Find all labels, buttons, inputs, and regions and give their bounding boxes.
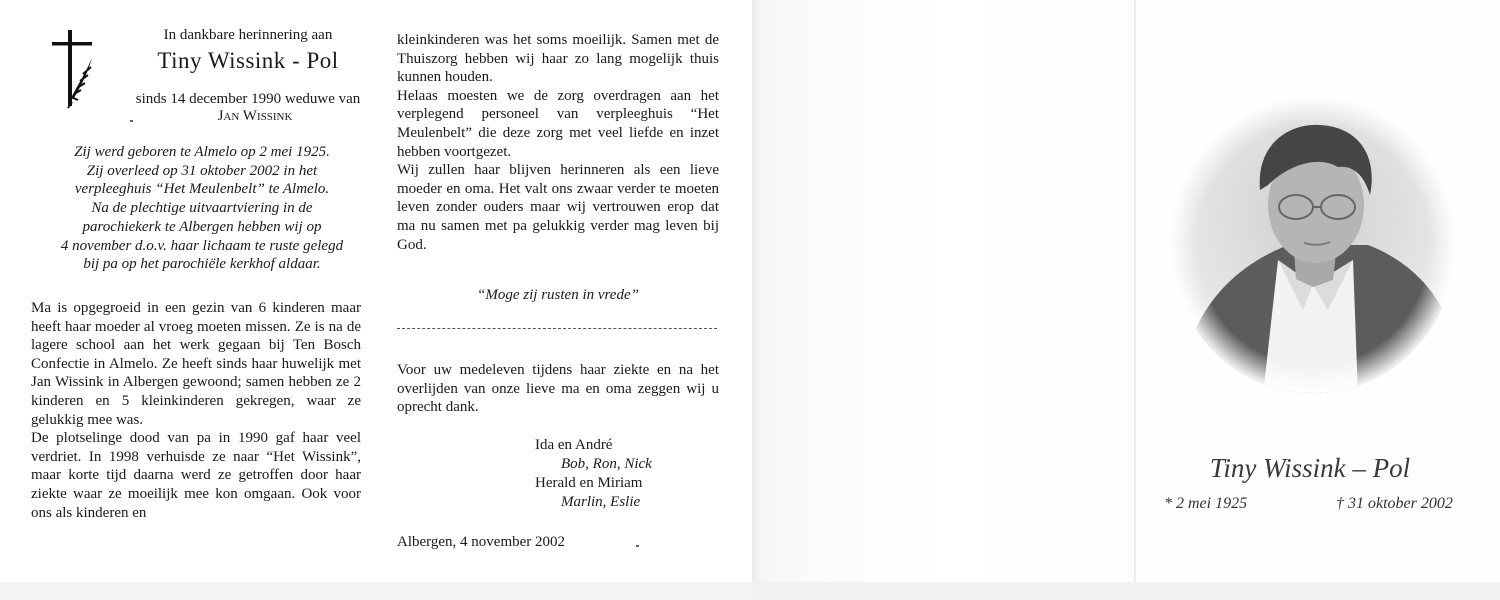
birth-date: * 2 mei 1925 xyxy=(1164,495,1248,512)
intro-line: In dankbare herinnering aan xyxy=(163,27,333,43)
deceased-name-heading: Tiny Wissink - Pol xyxy=(157,48,339,73)
place-and-date: Albergen, 4 november 2002 xyxy=(397,534,566,550)
biography-italic-block xyxy=(32,143,372,274)
cross-with-palm-icon xyxy=(50,28,100,110)
signer-line: Herald en Miriam xyxy=(535,475,643,491)
death-date: † 31 oktober 2002 xyxy=(1336,495,1453,512)
print-speck xyxy=(636,545,639,547)
rest-in-peace-quote: “Moge zij rusten in vrede” xyxy=(477,287,639,303)
italic-line: parochiekerk te Albergen hebben wij op xyxy=(82,218,322,235)
paragraph: Wij zullen haar blijven herinneren als een lieve moeder en oma. Het valt ons zwaar verder te moeten leven zonder ouders maar wij vertrouwen erop dat ma nu samen met pa gelukkig verder mag leven bij God. xyxy=(397,162,719,253)
print-speck xyxy=(130,120,133,122)
text-column-2 xyxy=(397,31,719,254)
signer-line: Ida en André xyxy=(535,437,613,453)
italic-line: 4 november d.o.v. haar lichaam te ruste gelegd xyxy=(60,237,344,254)
italic-line: Zij werd geboren te Almelo op 2 mei 1925. xyxy=(74,144,330,160)
scan-bottom-edge xyxy=(752,582,1500,600)
widow-since-line: sinds 14 december 1990 weduwe van xyxy=(135,91,361,107)
italic-line: verpleeghuis “Het Meulenbelt” te Almelo. xyxy=(74,181,330,198)
family-signatures xyxy=(535,436,652,512)
italic-line: bij pa op het parochiële kerkhof aldaar. xyxy=(83,256,321,273)
paragraph: Voor uw medeleven tijdens haar ziekte en na het overlijden van onze lieve ma en oma zeggen wij u oprecht dank. xyxy=(397,362,719,416)
dashed-divider xyxy=(397,328,717,329)
italic-line: Zij overleed op 31 oktober 2002 in het xyxy=(86,162,318,179)
paragraph: De plotselinge dood van pa in 1990 gaf haar veel verdriet. In 1998 verhuisde ze naar “Het Wissink”, maar korte tijd daarna werd ze getroffen door haar ziekte waar ze moeilijk mee kon omgaan. Ook voor ons als kinderen en xyxy=(31,430,361,521)
paragraph: Helaas moesten we de zorg overdragen aan het verplegend personeel van verpleeghuis “Het Meulenbelt” die deze zorg met veel liefde en inzet hebben voortgezet. xyxy=(397,87,719,160)
text-column-1 xyxy=(31,299,361,522)
signer-line: Bob, Ron, Nick xyxy=(561,456,652,472)
italic-line: Na de plechtige uitvaartviering in de xyxy=(91,200,313,217)
husband-name: Jan Wissink xyxy=(217,108,293,124)
front-deceased-name: Tiny Wissink – Pol xyxy=(1209,453,1411,483)
signer-line: Marlin, Eslie xyxy=(561,494,641,510)
portrait-photo xyxy=(1168,95,1458,395)
thanks-paragraph xyxy=(397,361,719,417)
paragraph: kleinkinderen was het soms moeilijk. Samen met de Thuiszorg hebben wij haar zo lang mogelijk thuis kunnen houden. xyxy=(397,32,719,86)
paragraph: Ma is opgegroeid in een gezin van 6 kinderen maar heeft haar moeder al vroeg moeten missen. Ze is na de lagere school aan het werk gegaan bij Ten Bosch Confectie in Almelo. Ze heeft sinds haar huwelijk met Jan Wissink in Albergen gewoond; samen hebben ze 2 kinderen en 5 kleinkinderen gekregen, waar ze gelukkig mee was. xyxy=(31,300,361,428)
